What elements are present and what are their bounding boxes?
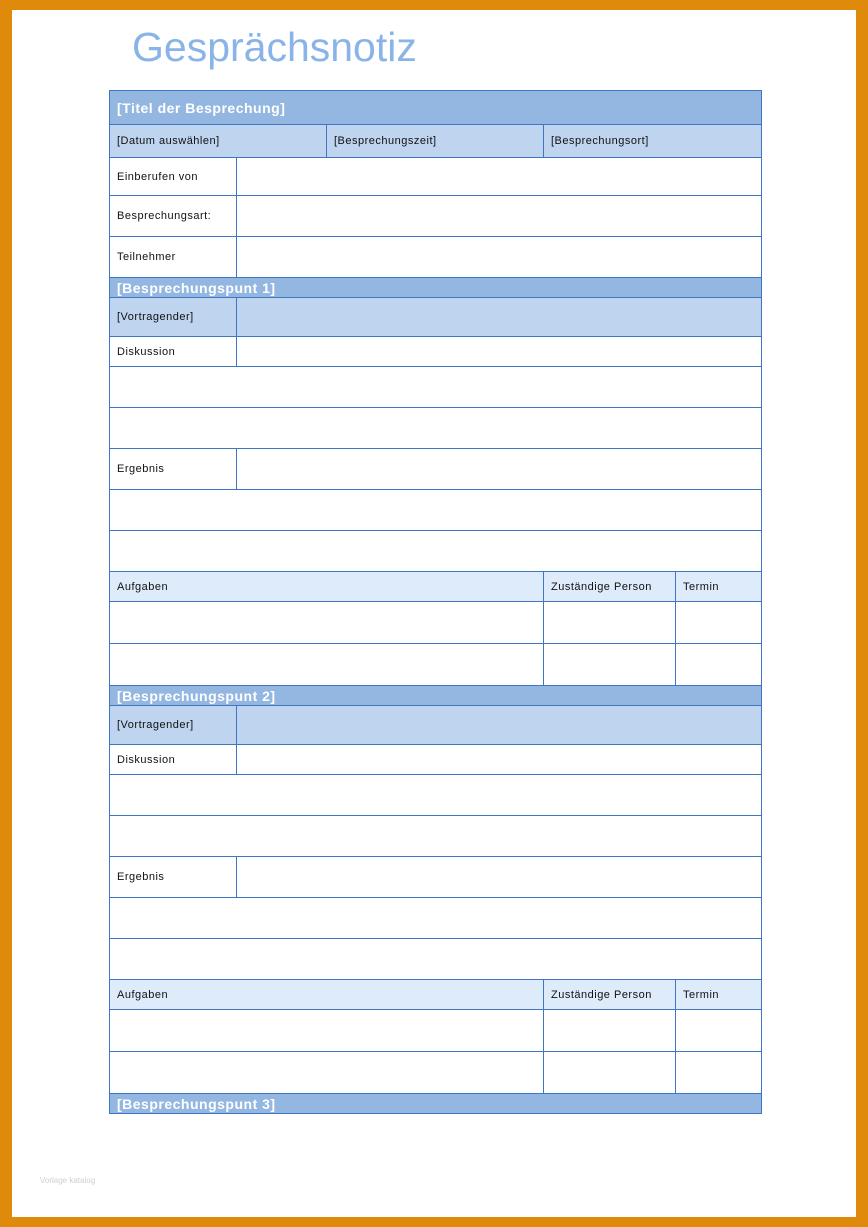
deadline-cell[interactable] bbox=[676, 1052, 762, 1094]
agenda-item-2-result-line[interactable] bbox=[110, 939, 762, 980]
person-cell[interactable] bbox=[544, 602, 676, 644]
agenda-item-2-person-header: Zuständige Person bbox=[544, 980, 676, 1010]
person-cell[interactable] bbox=[544, 1010, 676, 1052]
agenda-item-2-task-row bbox=[110, 1010, 762, 1052]
task-cell[interactable] bbox=[110, 1052, 544, 1094]
agenda-item-1-result-field[interactable] bbox=[237, 449, 762, 490]
meeting-title-field[interactable]: [Titel der Besprechung] bbox=[110, 91, 762, 125]
agenda-item-2-discussion-label: Diskussion bbox=[110, 745, 237, 775]
agenda-item-2-tasks-header: Aufgaben bbox=[110, 980, 544, 1010]
task-cell[interactable] bbox=[110, 1010, 544, 1052]
meeting-location-field[interactable]: [Besprechungsort] bbox=[544, 125, 762, 158]
document-title: Gesprächsnotiz bbox=[132, 24, 417, 70]
agenda-item-2-task-row bbox=[110, 1052, 762, 1094]
agenda-item-2-discussion-line[interactable] bbox=[110, 775, 762, 816]
task-cell[interactable] bbox=[110, 602, 544, 644]
agenda-item-1-discussion-line[interactable] bbox=[110, 367, 762, 408]
agenda-item-3-title[interactable]: [Besprechungspunt 3] bbox=[110, 1094, 762, 1114]
deadline-cell[interactable] bbox=[676, 644, 762, 686]
meeting-type-field[interactable] bbox=[237, 196, 762, 237]
meeting-type-label: Besprechungsart: bbox=[110, 196, 237, 237]
agenda-item-2-presenter[interactable]: [Vortragender] bbox=[110, 706, 237, 745]
agenda-item-1-result-line[interactable] bbox=[110, 490, 762, 531]
task-cell[interactable] bbox=[110, 644, 544, 686]
deadline-cell[interactable] bbox=[676, 1010, 762, 1052]
agenda-item-2-result-label: Ergebnis bbox=[110, 857, 237, 898]
agenda-item-2-result-field[interactable] bbox=[237, 857, 762, 898]
agenda-item-2-deadline-header: Termin bbox=[676, 980, 762, 1010]
agenda-item-1-title[interactable]: [Besprechungspunt 1] bbox=[110, 278, 762, 298]
document-page bbox=[12, 10, 856, 1217]
agenda-item-1-tasks-header: Aufgaben bbox=[110, 572, 544, 602]
meeting-time-field[interactable]: [Besprechungszeit] bbox=[327, 125, 544, 158]
agenda-item-2-result-line[interactable] bbox=[110, 898, 762, 939]
agenda-item-1-task-row bbox=[110, 644, 762, 686]
agenda-item-1-deadline-header: Termin bbox=[676, 572, 762, 602]
agenda-item-2-title[interactable]: [Besprechungspunt 2] bbox=[110, 686, 762, 706]
agenda-item-1-presenter-field[interactable] bbox=[237, 298, 762, 337]
agenda-item-1-result-line[interactable] bbox=[110, 531, 762, 572]
called-by-field[interactable] bbox=[237, 158, 762, 196]
agenda-item-1-person-header: Zuständige Person bbox=[544, 572, 676, 602]
agenda-item-1-task-row bbox=[110, 602, 762, 644]
agenda-item-1-result-label: Ergebnis bbox=[110, 449, 237, 490]
agenda-item-1-discussion-line[interactable] bbox=[110, 408, 762, 449]
person-cell[interactable] bbox=[544, 644, 676, 686]
meeting-notes-form bbox=[109, 90, 762, 1114]
participants-field[interactable] bbox=[237, 237, 762, 278]
agenda-item-2-presenter-field[interactable] bbox=[237, 706, 762, 745]
called-by-label: Einberufen von bbox=[110, 158, 237, 196]
person-cell[interactable] bbox=[544, 1052, 676, 1094]
deadline-cell[interactable] bbox=[676, 602, 762, 644]
agenda-item-1-presenter[interactable]: [Vortragender] bbox=[110, 298, 237, 337]
agenda-item-1-discussion-field[interactable] bbox=[237, 337, 762, 367]
agenda-item-1-discussion-label: Diskussion bbox=[110, 337, 237, 367]
date-picker-field[interactable]: [Datum auswählen] bbox=[110, 125, 327, 158]
agenda-item-2-discussion-line[interactable] bbox=[110, 816, 762, 857]
participants-label: Teilnehmer bbox=[110, 237, 237, 278]
agenda-item-2-discussion-field[interactable] bbox=[237, 745, 762, 775]
watermark: Vorlage katalog bbox=[40, 1176, 96, 1185]
